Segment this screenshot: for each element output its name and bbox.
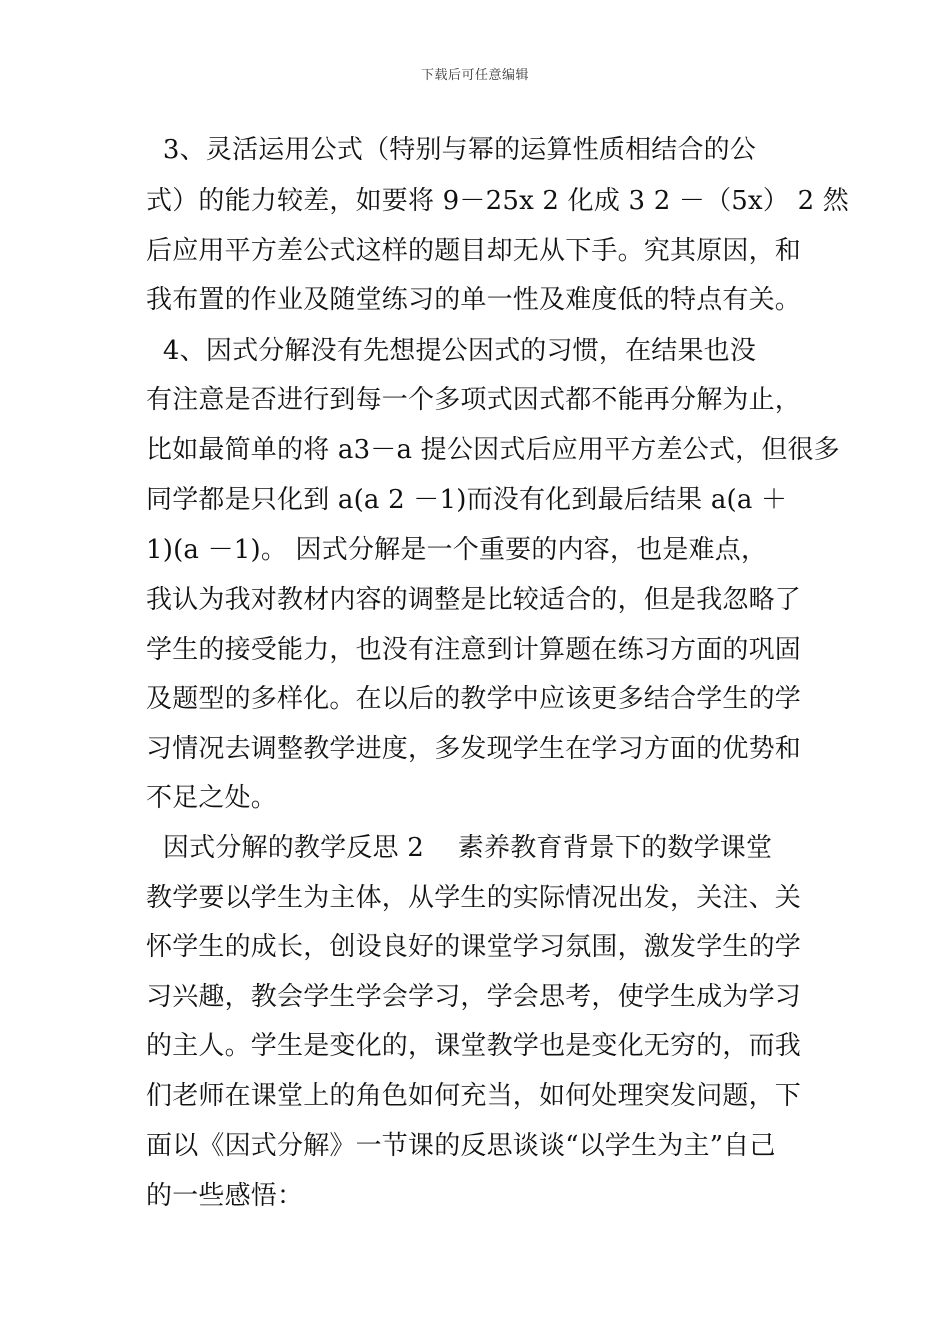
text-line: 学生的接受能力，也没有注意到计算题在练习方面的巩固 bbox=[146, 635, 802, 665]
page-header: 下载后可任意编辑 bbox=[420, 68, 529, 83]
text-line: 我认为我对教材内容的调整是比较适合的，但是我忽略了 bbox=[146, 585, 802, 615]
text-line: 4、因式分解没有先想提公因式的习惯，在结果也没 bbox=[146, 336, 757, 366]
text-line: 同学都是只化到 a(a 2 －1)而没有化到最后结果 a(a ＋ bbox=[146, 485, 788, 515]
text-line: 面以《因式分解》一节课的反思谈谈“以学生为主”自己 bbox=[146, 1131, 776, 1161]
text-line: 1)(a －1)。 因式分解是一个重要的内容，也是难点， bbox=[146, 535, 768, 565]
text-line: 习兴趣，教会学生学会学习，学会思考，使学生成为学习 bbox=[146, 982, 802, 1012]
text-line: 因式分解的教学反思 2 素养教育背景下的数学课堂 bbox=[146, 833, 773, 863]
text-line: 的一些感悟： bbox=[146, 1181, 304, 1211]
text-line: 我布置的作业及随堂练习的单一性及难度低的特点有关。 bbox=[146, 285, 802, 315]
text-line: 比如最简单的将 a3－a 提公因式后应用平方差公式，但很多 bbox=[146, 435, 840, 465]
text-line: 及题型的多样化。在以后的教学中应该更多结合学生的学 bbox=[146, 684, 802, 714]
text-line: 3、灵活运用公式（特别与幂的运算性质相结合的公 bbox=[146, 135, 757, 165]
text-line: 们老师在课堂上的角色如何充当，如何处理突发问题，下 bbox=[146, 1081, 802, 1111]
text-line: 怀学生的成长，创设良好的课堂学习氛围，激发学生的学 bbox=[146, 932, 802, 962]
text-line: 后应用平方差公式这样的题目却无从下手。究其原因，和 bbox=[146, 236, 802, 266]
text-line: 不足之处。 bbox=[146, 783, 278, 813]
text-line: 习情况去调整教学进度，多发现学生在学习方面的优势和 bbox=[146, 734, 802, 764]
text-line: 的主人。学生是变化的，课堂教学也是变化无穷的，而我 bbox=[146, 1031, 802, 1061]
text-line: 有注意是否进行到每一个多项式因式都不能再分解为止， bbox=[146, 385, 802, 415]
text-line: 教学要以学生为主体，从学生的实际情况出发，关注、关 bbox=[146, 883, 802, 913]
text-line: 式）的能力较差，如要将 9－25x 2 化成 3 2 －（5x） 2 然 bbox=[146, 186, 849, 216]
